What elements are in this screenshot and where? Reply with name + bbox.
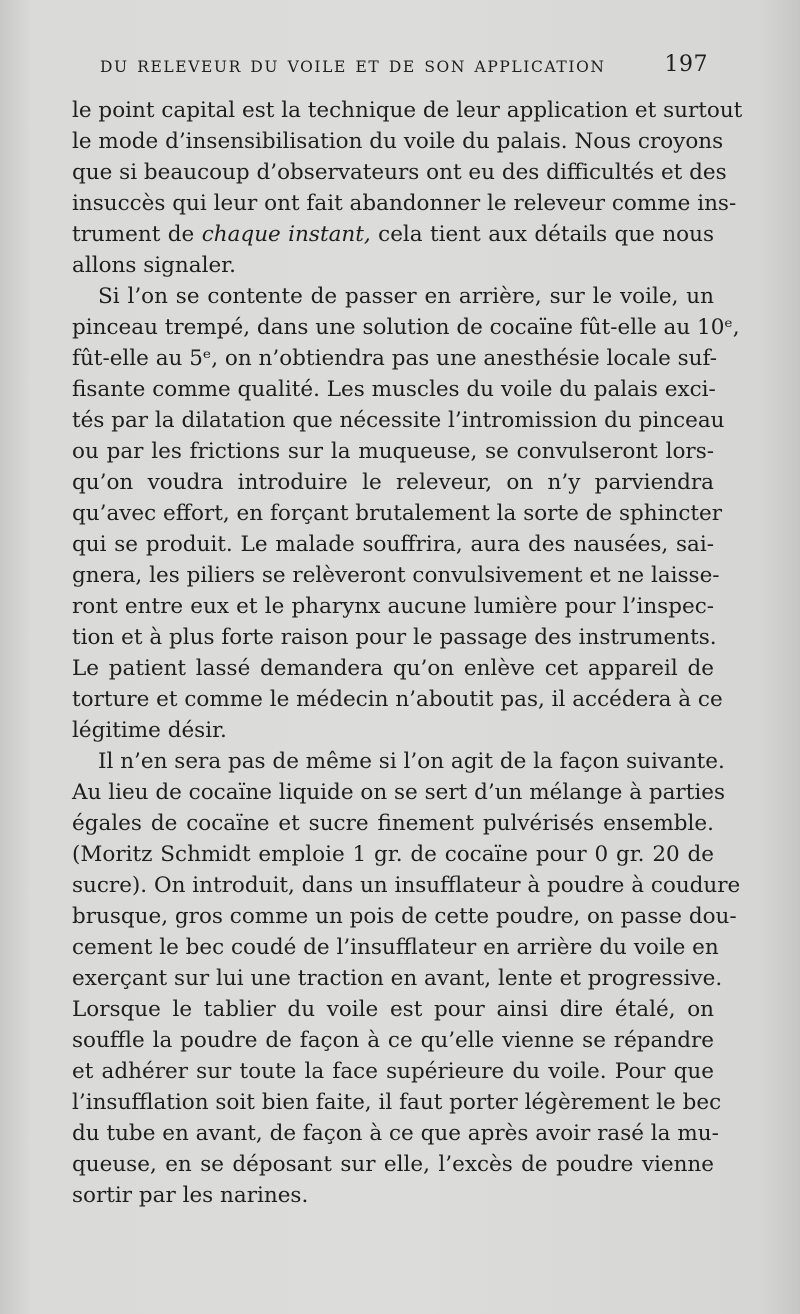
text-line: ront entre eux et le pharynx aucune lumière pour l’inspec- [72,594,714,619]
text-line: ou par les frictions sur la muqueuse, se convulseront lors- [72,439,714,464]
text-line: Lorsque le tablier du voile est pour ainsi dire étalé, on [72,997,714,1022]
text-line: qu’avec effort, en forçant brutalement la sorte de sphincter [72,501,723,526]
text-line: souffle la poudre de façon à ce qu’elle vienne se répandre [72,1028,714,1053]
text-run: cela tient aux détails que nous [378,222,714,247]
text-line: fût-elle au 5ᵉ, on n’obtiendra pas une anesthésie locale suf- [72,346,717,371]
body-text [72,95,743,1211]
text-line: fisante comme qualité. Les muscles du voile du palais exci- [72,377,716,402]
text-line: Le patient lassé demandera qu’on enlève cet appareil de [72,656,714,681]
text-line: le mode d’insensibilisation du voile du palais. Nous croyons [72,129,724,154]
text-line: queuse, en se déposant sur elle, l’excès de poudre vienne [72,1152,714,1177]
text-line: (Moritz Schmidt emploie 1 gr. de cocaïne pour 0 gr. 20 de [72,842,714,867]
text-line: qu’on voudra introduire le releveur, on n’y parviendra [72,470,714,495]
text-line: et adhérer sur toute la face supérieure du voile. Pour que [72,1059,714,1084]
text-line: le point capital est la technique de leur application et surtout [72,98,743,123]
text-line: pinceau trempé, dans une solution de cocaïne fût-elle au 10ᵉ, [72,315,740,340]
text-line: exerçant sur lui une traction en avant, lente et progressive. [72,966,723,991]
text-line: égales de cocaïne et sucre finement pulvérisés ensemble. [72,811,714,836]
text-line: sortir par les narines. [72,1183,309,1208]
text-line: insuccès qui leur ont fait abandonner le releveur comme ins- [72,191,737,216]
text-line: brusque, gros comme un pois de cette poudre, on passe dou- [72,904,737,929]
text-line: tion et à plus forte raison pour le passage des instruments. [72,625,717,650]
text-line: Au lieu de cocaïne liquide on se sert d’un mélange à parties [72,780,725,805]
text-line: l’insufflation soit bien faite, il faut porter légèrement le bec [72,1090,722,1115]
text-line: gnera, les piliers se relèveront convulsivement et ne laisse- [72,563,720,588]
text-line: allons signaler. [72,253,236,278]
text-line: Il n’en sera pas de même si l’on agit de la façon suivante. [98,749,725,774]
italic-phrase: chaque instant, [201,222,371,247]
running-title: DU RELEVEUR DU VOILE ET DE SON APPLICATION [100,58,606,76]
text-line: qui se produit. Le malade souffrira, aura des nausées, sai- [72,532,714,557]
text-line: torture et comme le médecin n’aboutit pas, il accédera à ce [72,687,723,712]
text-line: que si beaucoup d’observateurs ont eu des difficultés et des [72,160,727,185]
text-line: légitime désir. [72,718,227,743]
page-number: 197 [664,52,708,77]
text-line: sucre). On introduit, dans un insufflateur à poudre à coudure [72,873,741,898]
text-run: trument de [72,222,195,247]
text-line: Si l’on se contente de passer en arrière, sur le voile, un [98,284,714,309]
running-head [100,50,712,86]
text-line: du tube en avant, de façon à ce que après avoir rasé la mu- [72,1121,719,1146]
text-line: tés par la dilatation que nécessite l’intromission du pinceau [72,408,725,433]
text-line [72,219,714,250]
text-line: cement le bec coudé de l’insufflateur en arrière du voile en [72,935,719,960]
